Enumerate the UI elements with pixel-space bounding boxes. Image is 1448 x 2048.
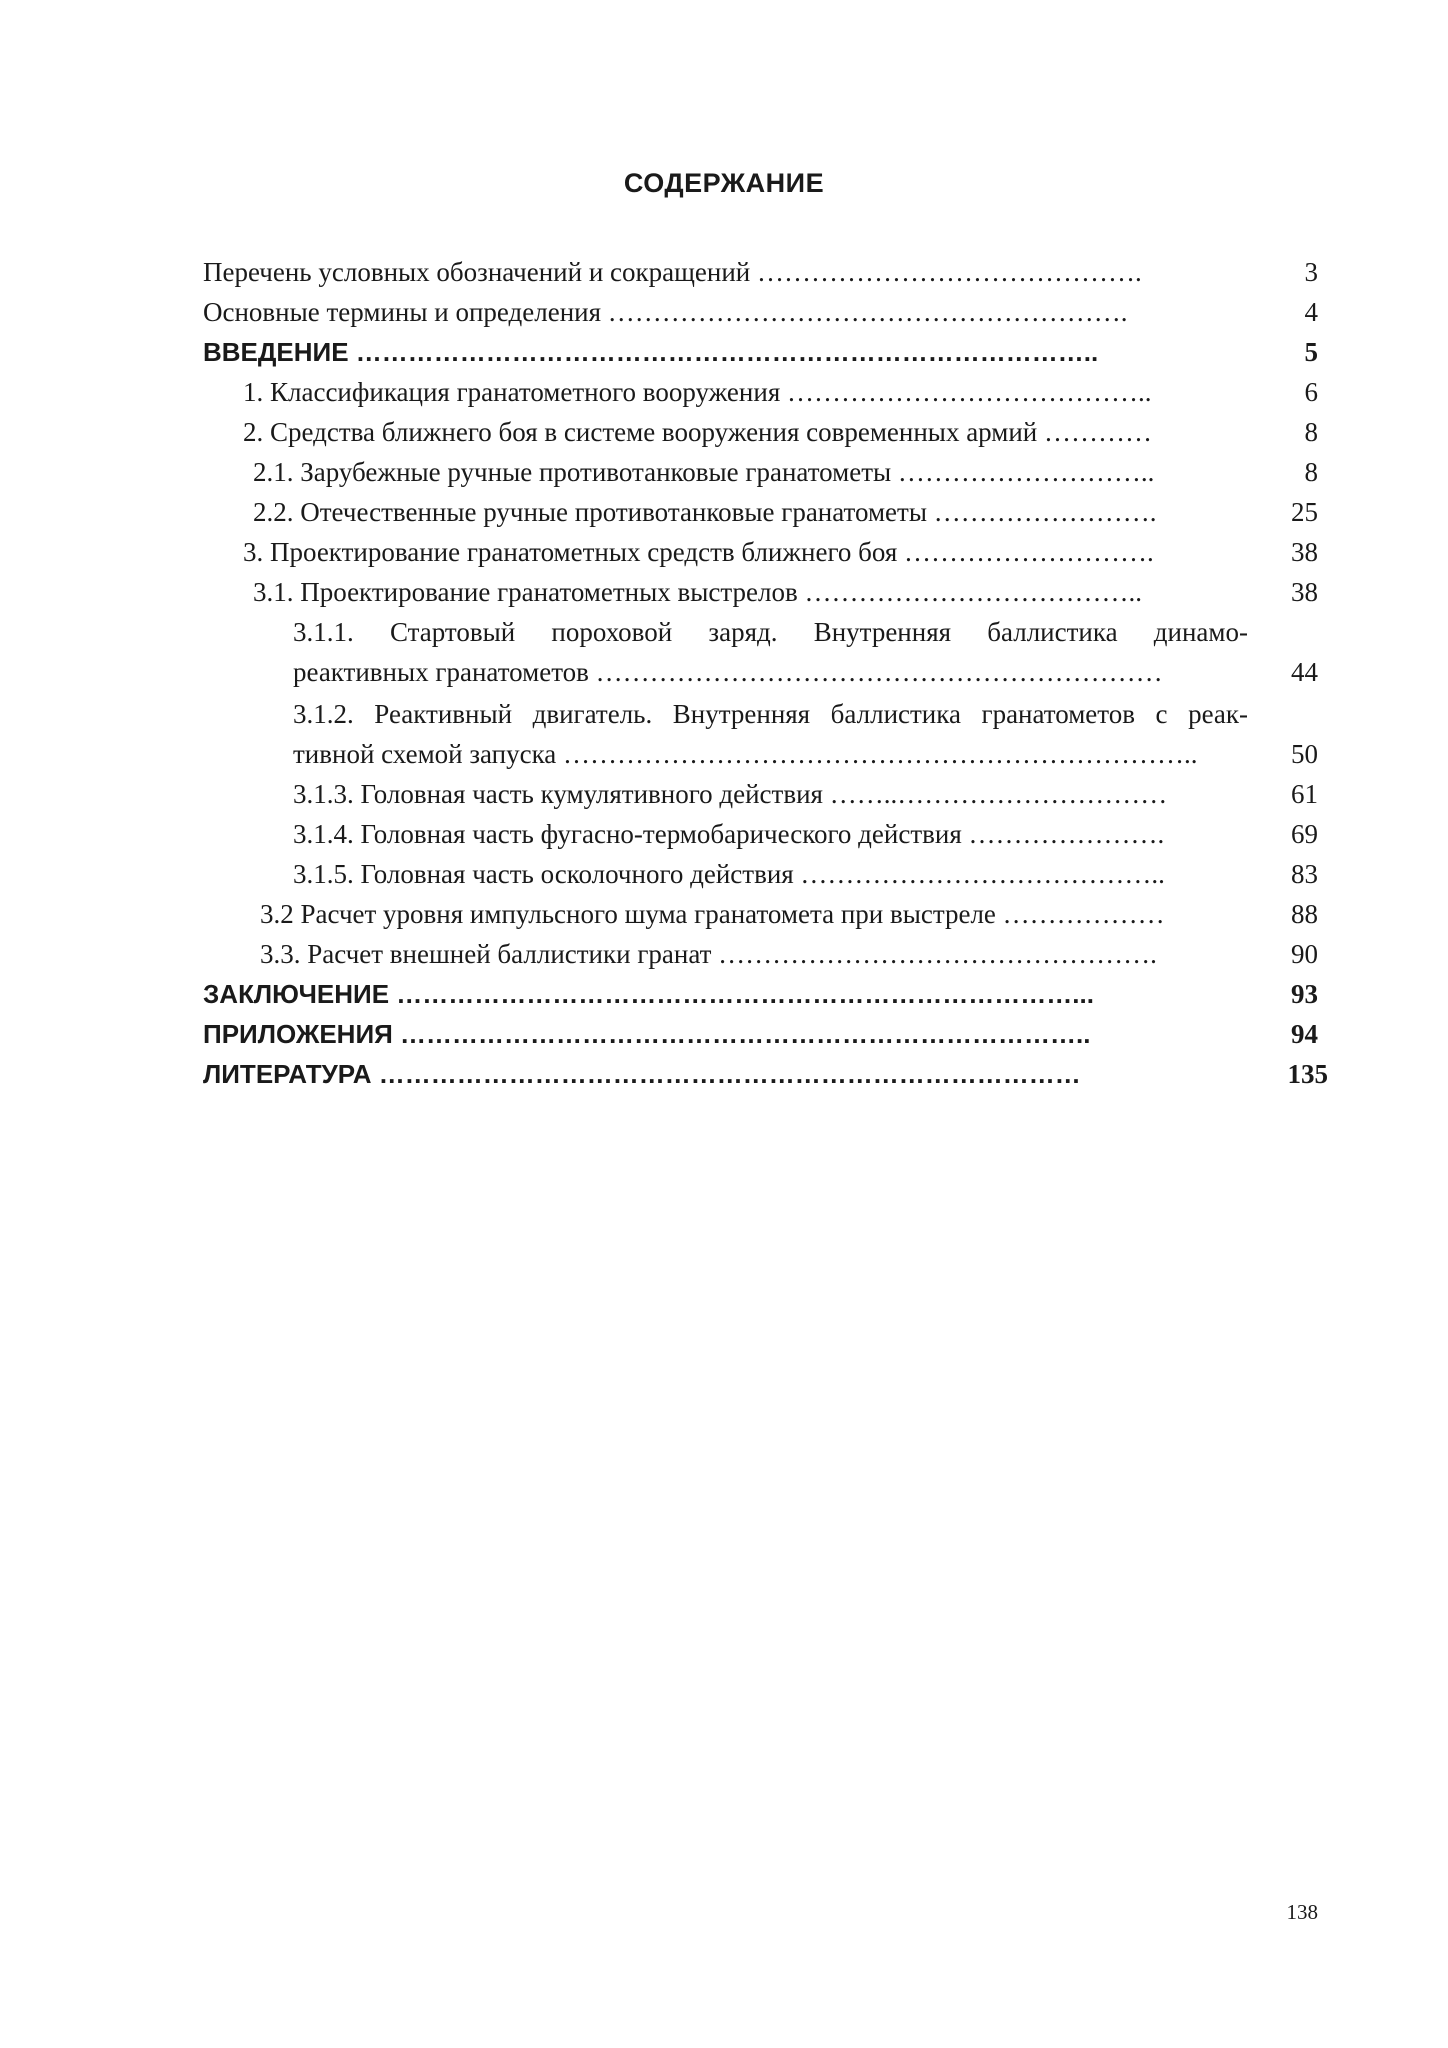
toc-entry-page: 88 <box>1291 899 1318 929</box>
toc-entry-page: 44 <box>1291 657 1318 687</box>
toc-entry-page: 94 <box>1291 1019 1318 1049</box>
toc-title: СОДЕРЖАНИЕ <box>623 168 825 198</box>
toc-entry-page: 38 <box>1291 577 1318 607</box>
toc-entry-page: 69 <box>1291 819 1318 849</box>
toc-entry-page: 135 <box>1287 1059 1328 1089</box>
toc-entry-page: 90 <box>1291 939 1318 969</box>
toc-entry-page: 4 <box>1304 297 1318 327</box>
toc-entry-text: 3.1.3. Головная часть кумулятивного действия ……..………………………… <box>293 779 1168 809</box>
toc-entry-text: 3.3. Расчет внешней баллистики гранат …………………………………………. <box>260 939 1157 969</box>
toc-entry-page: 61 <box>1291 779 1318 809</box>
toc-entry-text: ЛИТЕРАТУРА ……………………………………………………………………… <box>203 1059 1081 1089</box>
toc-entry-text: ЗАКЛЮЧЕНИЕ ……………………………………………………………………... <box>203 979 1094 1009</box>
toc-entry-text: 3.1.5. Головная часть осколочного действия ………………………………….. <box>293 859 1165 889</box>
toc-entry[interactable] <box>0 612 1448 692</box>
toc-entry-page: 93 <box>1291 979 1318 1009</box>
toc-entry-page: 5 <box>1304 337 1318 367</box>
toc-entry[interactable] <box>0 694 1448 774</box>
toc-entry-text: 2.2. Отечественные ручные противотанковые гранатометы ……………………. <box>253 497 1157 527</box>
toc-entry-page: 83 <box>1291 859 1318 889</box>
toc-entry-text: 3.1.1. Стартовый пороховой заряд. Внутренняя баллистика динамо- <box>293 617 1248 647</box>
toc-entry-page: 25 <box>1291 497 1318 527</box>
toc-entry-text: Основные термины и определения …………………………………………………. <box>203 297 1128 327</box>
toc-entry-text-continuation: реактивных гранатометов ……………………………………………………… <box>293 657 1163 687</box>
toc-entry-page: 8 <box>1304 457 1318 487</box>
toc-entry-text-continuation: тивной схемой запуска …………………………………………………………….. <box>293 739 1198 769</box>
toc-entry-text: 2.1. Зарубежные ручные противотанковые гранатометы ……………………….. <box>253 457 1155 487</box>
toc-entry-text: ВВЕДЕНИЕ ………………………………………………………………………….. <box>203 337 1099 367</box>
toc-entry-page: 6 <box>1304 377 1318 407</box>
toc-entry-text: 3.1. Проектирование гранатометных выстрелов ……………………………….. <box>253 577 1142 607</box>
toc-entry-text: ПРИЛОЖЕНИЯ …………………………………………………………………….. <box>203 1019 1091 1049</box>
toc-entry-page: 8 <box>1304 417 1318 447</box>
toc-entry-text: 3.1.4. Головная часть фугасно-термобарического действия …………………. <box>293 819 1165 849</box>
toc-entry-text: 2. Средства ближнего боя в системе вооружения современных армий ………… <box>243 417 1153 447</box>
toc-entry-text: 1. Классификация гранатометного вооружения ………………………………….. <box>243 377 1152 407</box>
toc-entry-page: 3 <box>1304 257 1318 287</box>
toc-entry-page: 38 <box>1291 537 1318 567</box>
toc-entry-page: 50 <box>1291 739 1318 769</box>
toc-entry-text: 3. Проектирование гранатометных средств ближнего боя ………………………. <box>243 537 1154 567</box>
toc-entry-text: Перечень условных обозначений и сокращений ……………………………………. <box>203 257 1142 287</box>
toc-entry-text: 3.2 Расчет уровня импульсного шума гранатомета при выстреле ……………… <box>260 899 1165 929</box>
page-number: 138 <box>1286 1900 1318 1924</box>
toc-entry-text: 3.1.2. Реактивный двигатель. Внутренняя баллистика гранатометов с реак- <box>293 699 1248 729</box>
